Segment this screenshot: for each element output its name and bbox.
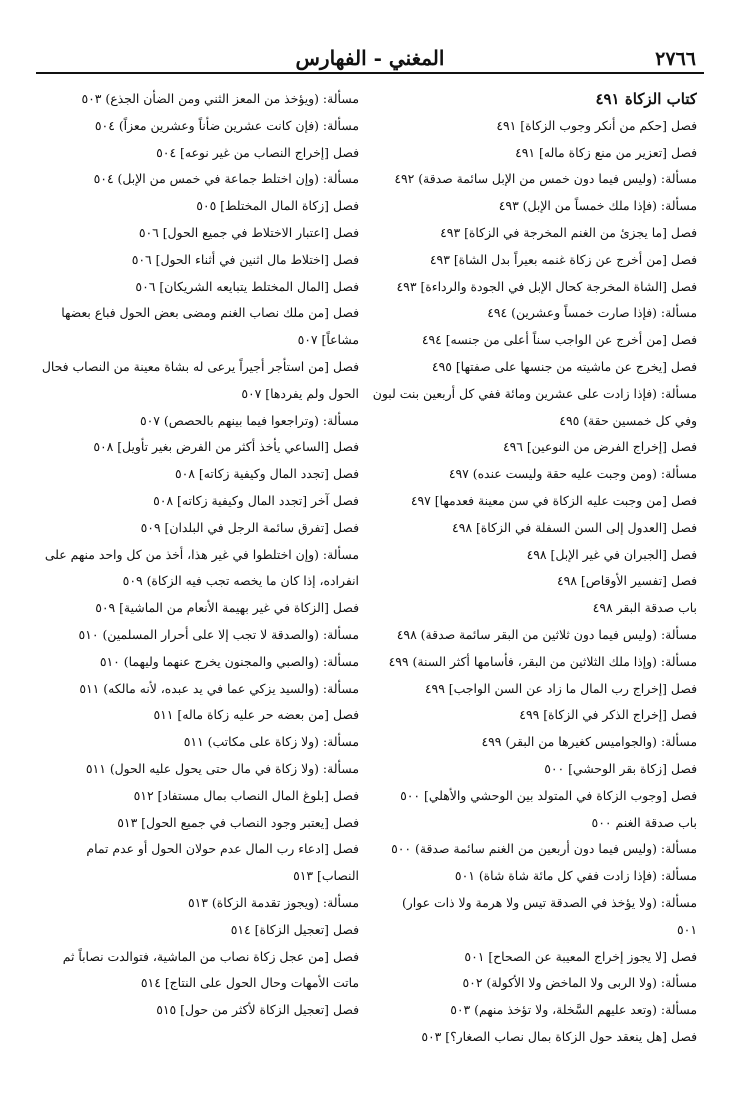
index-entry: مسألة: (والصدقة لا تجب إلا على أحرار المسلمين) ٥١٠ bbox=[78, 626, 359, 642]
index-entry: مسألة: (وإذا ملك الثلاثين من البقر، فأسامها أكثر السنة) ٤٩٩ bbox=[388, 653, 697, 669]
index-entry: فصل [المال المختلط يتبايعه الشريكان] ٥٠٦ bbox=[135, 278, 359, 294]
index-entry: فصل [لا يجوز إخراج المعيبة عن الصحاح] ٥٠١ bbox=[464, 948, 697, 964]
index-entry: فصل [إخراج رب المال ما زاد عن السن الواجب] ٤٩٩ bbox=[424, 680, 697, 696]
index-entry: فصل [الشاة المخرجة كحال الإبل في الجودة والرداءة] ٤٩٣ bbox=[396, 278, 697, 294]
index-entry: فصل [تفرق سائمة الرجل في البلدان] ٥٠٩ bbox=[140, 519, 359, 535]
index-entry: فصل [يخرج عن ماشيته من جنسها على صفتها] ٤٩٥ bbox=[431, 358, 697, 374]
index-entry: فصل آخر [تجدد المال وكيفية زكاته] ٥٠٨ bbox=[153, 492, 359, 508]
index-entry: مسألة: (والسيد يزكي عما في يد عبده، لأنه مالكه) ٥١١ bbox=[79, 680, 359, 696]
index-entry: فصل [من عجل زكاة نصاب من الماشية، فتوالدت نصاباً ثم bbox=[62, 948, 359, 964]
index-section: باب صدقة البقر ٤٩٨ bbox=[592, 600, 697, 616]
page-number: ٢٧٦٦ bbox=[655, 48, 696, 70]
index-entry: مسألة: (وإن اختلطوا في غير هذا، أخذ من كل واحد منهم على bbox=[44, 546, 359, 562]
index-entry: مسألة: (وليس فيما دون خمس من الإبل سائمة صدقة) ٤٩٢ bbox=[394, 171, 697, 187]
index-entry-continuation: مشاعاً] ٥٠٧ bbox=[297, 332, 359, 348]
index-entry: مسألة: (فإذا ملك خمساً من الإبل) ٤٩٣ bbox=[498, 198, 697, 214]
index-entry-continuation: وفي كل خمسين حقة) ٤٩٥ bbox=[559, 412, 697, 428]
index-entry: فصل [من وجبت عليه الزكاة في سن معينة فعدمها] ٤٩٧ bbox=[410, 492, 697, 508]
index-entry: فصل [من أخرج عن الواجب سناً أعلى من جنسه] ٤٩٤ bbox=[421, 332, 697, 348]
index-entry: مسألة: (ولا يؤخذ في الصدقة تيس ولا هرمة ولا ذات عوار) bbox=[401, 894, 697, 910]
index-entry-continuation: ٥٠١ bbox=[677, 921, 697, 937]
header-rule bbox=[36, 72, 704, 74]
index-entry: مسألة: (والجواميس كغيرها من البقر) ٤٩٩ bbox=[481, 734, 697, 750]
index-column-right bbox=[373, 86, 697, 1051]
index-entry: فصل [إخراج الفرض من النوعين] ٤٩٦ bbox=[502, 439, 697, 455]
index-entry: فصل [بلوغ المال النصاب بمال مستفاد] ٥١٢ bbox=[133, 787, 359, 803]
index-entry: فصل [ما يجزئ من الغنم المخرجة في الزكاة] ٤٩٣ bbox=[440, 224, 697, 240]
index-entry: فصل [تعزير من منع زكاة ماله] ٤٩١ bbox=[515, 144, 697, 160]
index-entry: مسألة: (فإذا صارت خمساً وعشرين) ٤٩٤ bbox=[487, 305, 697, 321]
index-entry: فصل [تجدد المال وكيفية زكاته] ٥٠٨ bbox=[174, 466, 359, 482]
page-header bbox=[36, 40, 704, 74]
index-entry: مسألة: (وتعد عليهم السَّخلة، ولا تؤخذ منهم) ٥٠٣ bbox=[450, 1002, 697, 1018]
index-entry: فصل [الساعي يأخذ أكثر من الفرض بغير تأويل] ٥٠٨ bbox=[93, 439, 359, 455]
index-entry: مسألة: (وليس فيما دون أربعين من الغنم سائمة صدقة) ٥٠٠ bbox=[391, 841, 697, 857]
index-entry: فصل [تفسير الأوقاص] ٤٩٨ bbox=[556, 573, 697, 589]
index-entry: فصل [زكاة بقر الوحشي] ٥٠٠ bbox=[544, 760, 697, 776]
index-entry: فصل [تعجيل الزكاة] ٥١٤ bbox=[230, 921, 359, 937]
index-entry: مسألة: (ولا زكاة على مكاتب) ٥١١ bbox=[183, 734, 359, 750]
index-entry: مسألة: (وتراجعوا فيما بينهم بالحصص) ٥٠٧ bbox=[140, 412, 359, 428]
index-entry-continuation: ماتت الأمهات وحال الحول على النتاج] ٥١٤ bbox=[140, 975, 359, 991]
index-section: باب صدقة الغنم ٥٠٠ bbox=[591, 814, 697, 830]
index-entry: فصل [من ملك نصاب الغنم ومضى بعض الحول فباع بعضها bbox=[61, 305, 359, 321]
index-entry: فصل [ادعاء رب المال عدم حولان الحول أو عدم تمام bbox=[86, 841, 359, 857]
index-entry: مسألة: (فإذا زادت ففي كل مائة شاة شاة) ٥٠١ bbox=[454, 868, 697, 884]
index-entry: فصل [حكم من أنكر وجوب الزكاة] ٤٩١ bbox=[496, 117, 697, 133]
index-entry: مسألة: (وليس فيما دون ثلاثين من البقر سائمة صدقة) ٤٩٨ bbox=[396, 626, 697, 642]
index-entry: فصل [الزكاة في غير بهيمة الأنعام من الماشية] ٥٠٩ bbox=[95, 600, 359, 616]
index-entry: فصل [يعتبر وجود النصاب في جميع الحول] ٥١٣ bbox=[117, 814, 359, 830]
index-entry: فصل [من أخرج عن زكاة غنمه بعيراً بدل الشاة] ٤٩٣ bbox=[429, 251, 697, 267]
index-entry-continuation: انفراده، إذا كان ما يخصه تجب فيه الزكاة) ٥٠٩ bbox=[122, 573, 359, 589]
index-entry: مسألة: (فإن كانت عشرين ضأناً وعشرين معزاً) ٥٠٤ bbox=[94, 117, 359, 133]
index-entry: فصل [تعجيل الزكاة لأكثر من حول] ٥١٥ bbox=[156, 1002, 359, 1018]
index-entry-continuation: الحول ولم يفردها] ٥٠٧ bbox=[241, 385, 359, 401]
index-entry: فصل [هل ينعقد حول الزكاة بمال نصاب الصغار؟] ٥٠٣ bbox=[421, 1028, 697, 1044]
index-entry: فصل [الجبران في غير الإبل] ٤٩٨ bbox=[526, 546, 697, 562]
index-entry: فصل [إخراج النصاب من غير نوعه] ٥٠٤ bbox=[156, 144, 359, 160]
index-entry: مسألة: (ولا زكاة في مال حتى يحول عليه الحول) ٥١١ bbox=[85, 760, 359, 776]
index-entry: مسألة: (والصبي والمجنون يخرج عنهما وليهما) ٥١٠ bbox=[99, 653, 359, 669]
index-entry: مسألة: (فإذا زادت على عشرين ومائة ففي كل أربعين بنت لبون bbox=[373, 385, 697, 401]
index-entry: فصل [اعتبار الاختلاط في جميع الحول] ٥٠٦ bbox=[138, 224, 359, 240]
index-entry: فصل [زكاة المال المختلط] ٥٠٥ bbox=[196, 198, 359, 214]
index-entry: مسألة: (ومن وجبت عليه حقة وليست عنده) ٤٩٧ bbox=[448, 466, 697, 482]
index-entry-continuation: النصاب] ٥١٣ bbox=[293, 868, 359, 884]
index-entry: فصل [وجوب الزكاة في المتولد بين الوحشي والأهلي] ٥٠٠ bbox=[400, 787, 697, 803]
index-entry: مسألة: (ويجوز تقدمة الزكاة) ٥١٣ bbox=[188, 894, 359, 910]
index-entry: مسألة: (وإن اختلط جماعة في خمس من الإبل) ٥٠٤ bbox=[93, 171, 359, 187]
index-entry: فصل [إخراج الذكر في الزكاة] ٤٩٩ bbox=[519, 707, 697, 723]
index-entry: مسألة: (ويؤخذ من المعز الثني ومن الضأن الجذع) ٥٠٣ bbox=[81, 91, 359, 106]
index-heading: كتاب الزكاة ٤٩١ bbox=[595, 90, 697, 108]
index-entry: فصل [اختلاط مال اثنين في أثناء الحول] ٥٠٦ bbox=[131, 251, 359, 267]
index-entry: فصل [العدول إلى السن السفلة في الزكاة] ٤٩٨ bbox=[452, 519, 697, 535]
index-entry: فصل [من استأجر أجيراً يرعى له بشاة معينة من النصاب فحال bbox=[41, 358, 359, 374]
running-title: المغني - الفهارس bbox=[295, 46, 445, 70]
index-column-left bbox=[35, 86, 359, 1024]
index-entry: مسألة: (ولا الربى ولا الماخض ولا الأكولة) ٥٠٢ bbox=[462, 975, 697, 991]
index-entry: فصل [من بعضه حر عليه زكاة ماله] ٥١١ bbox=[153, 707, 359, 723]
